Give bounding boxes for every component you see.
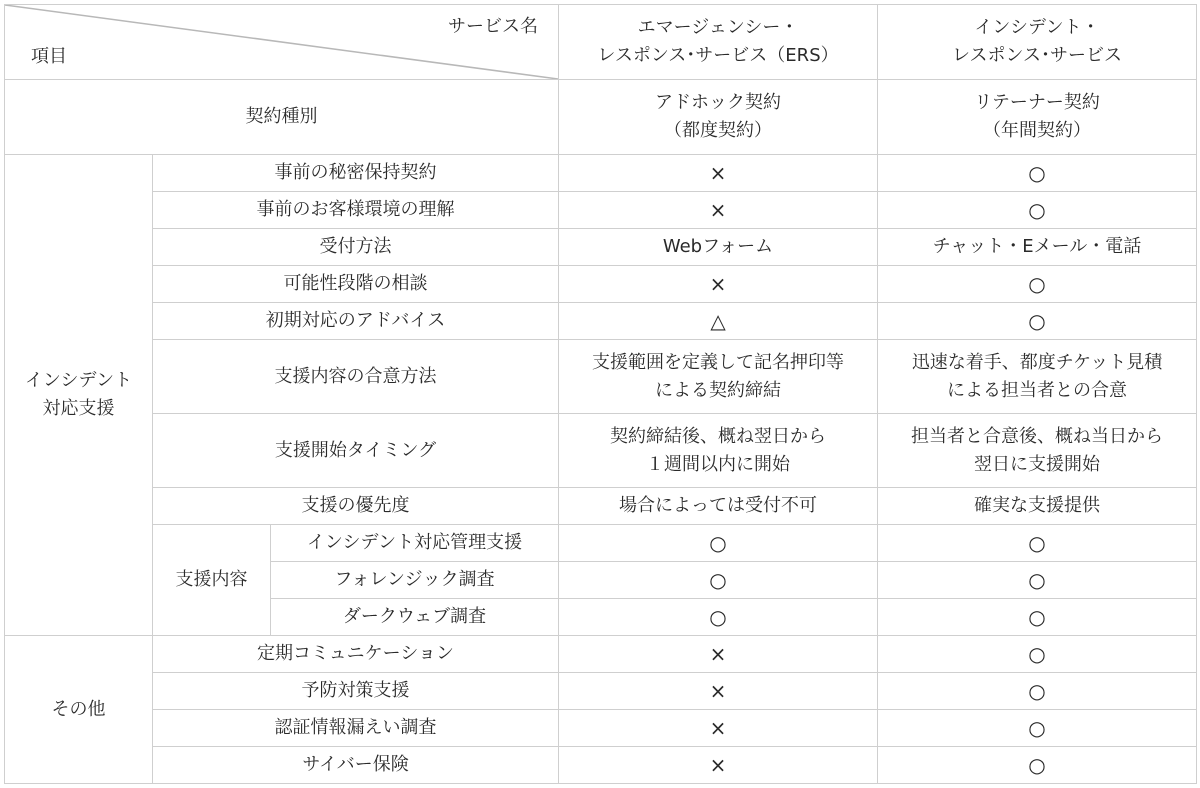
table-row — [5, 636, 1197, 673]
header-corner-cell — [5, 5, 559, 80]
contract-ers-cell — [559, 80, 878, 155]
contract-irs-cell — [878, 80, 1197, 155]
header-row — [5, 5, 1197, 80]
ers-mark: ○ — [559, 525, 878, 562]
agreement-ers-cell — [559, 340, 878, 414]
irs-mark: ○ — [878, 525, 1197, 562]
row-label: 初期対応のアドバイス — [153, 303, 559, 340]
timing-irs-line2: 翌日に支援開始 — [974, 453, 1101, 475]
header-irs-line2: レスポンス･サービス — [952, 45, 1122, 66]
row-label: 予防対策支援 — [153, 673, 559, 710]
row-label: インシデント対応管理支援 — [271, 525, 559, 562]
irs-mark: ○ — [878, 636, 1197, 673]
service-comparison-table — [4, 4, 1197, 784]
table-row — [5, 525, 1197, 562]
irs-mark: ○ — [878, 562, 1197, 599]
irs-value: チャット・Eメール・電話 — [878, 229, 1197, 266]
row-label: 事前の秘密保持契約 — [153, 155, 559, 192]
agreement-row — [5, 340, 1197, 414]
timing-irs-cell — [878, 414, 1197, 488]
table-row — [5, 673, 1197, 710]
table-row — [5, 229, 1197, 266]
timing-row — [5, 414, 1197, 488]
header-ers-line2: レスポンス･サービス（ERS） — [597, 45, 839, 66]
agreement-ers-line2: による契約締結 — [655, 379, 782, 401]
ers-mark: × — [559, 636, 878, 673]
ers-mark: ○ — [559, 599, 878, 636]
agreement-ers-line1: 支援範囲を定義して記名押印等 — [592, 351, 845, 373]
header-ers-cell — [559, 5, 878, 80]
header-item-label: 項目 — [31, 46, 67, 68]
row-label: 認証情報漏えい調査 — [153, 710, 559, 747]
header-service-name-label: サービス名 — [448, 16, 539, 37]
ers-mark: × — [559, 155, 878, 192]
timing-ers-line2: １週間以内に開始 — [646, 453, 791, 475]
row-label: 可能性段階の相談 — [153, 266, 559, 303]
other-group-label: その他 — [5, 636, 153, 784]
priority-irs-value: 確実な支援提供 — [878, 488, 1197, 525]
ers-mark: × — [559, 266, 878, 303]
contract-ers-line2: （都度契約） — [664, 120, 773, 141]
ers-value: Webフォーム — [559, 229, 878, 266]
table-row — [5, 303, 1197, 340]
table-row — [5, 266, 1197, 303]
contract-label: 契約種別 — [5, 80, 559, 155]
support-content-label: 支援内容 — [153, 525, 271, 636]
ers-mark: × — [559, 710, 878, 747]
irs-mark: ○ — [878, 192, 1197, 229]
irs-mark: ○ — [878, 673, 1197, 710]
irs-mark: ○ — [878, 303, 1197, 340]
timing-label: 支援開始タイミング — [153, 414, 559, 488]
agreement-label: 支援内容の合意方法 — [153, 340, 559, 414]
ers-mark: × — [559, 673, 878, 710]
priority-label: 支援の優先度 — [153, 488, 559, 525]
priority-row — [5, 488, 1197, 525]
irs-mark: ○ — [878, 266, 1197, 303]
timing-ers-cell — [559, 414, 878, 488]
row-label: ダークウェブ調査 — [271, 599, 559, 636]
incident-group-label-line1: インシデント — [24, 370, 133, 392]
header-ers-line1: エマージェンシー・ — [637, 17, 799, 39]
agreement-irs-line1: 迅速な着手、都度チケット見積 — [911, 351, 1163, 373]
contract-ers-line1: アドホック契約 — [655, 92, 782, 114]
ers-mark: × — [559, 192, 878, 229]
irs-mark: ○ — [878, 599, 1197, 636]
row-label: サイバー保険 — [153, 747, 559, 784]
table-row — [5, 747, 1197, 784]
row-label: 受付方法 — [153, 229, 559, 266]
timing-ers-line1: 契約締結後、概ね翌日から — [610, 425, 827, 447]
irs-mark: ○ — [878, 155, 1197, 192]
table-row — [5, 192, 1197, 229]
irs-mark: ○ — [878, 747, 1197, 784]
row-label: フォレンジック調査 — [271, 562, 559, 599]
table-row — [5, 710, 1197, 747]
incident-group-label — [5, 155, 153, 636]
header-irs-cell — [878, 5, 1197, 80]
timing-irs-line1: 担当者と合意後、概ね当日から — [911, 425, 1164, 447]
priority-ers-value: 場合によっては受付不可 — [559, 488, 878, 525]
row-label: 事前のお客様環境の理解 — [153, 192, 559, 229]
row-label: 定期コミュニケーション — [153, 636, 559, 673]
irs-mark: ○ — [878, 710, 1197, 747]
incident-group-label-line2: 対応支援 — [42, 398, 115, 419]
ers-mark: × — [559, 747, 878, 784]
agreement-irs-line2: による担当者との合意 — [947, 379, 1128, 401]
contract-irs-line2: （年間契約） — [983, 120, 1092, 141]
contract-irs-line1: リテーナー契約 — [974, 92, 1100, 114]
contract-row — [5, 80, 1197, 155]
ers-mark: △ — [559, 303, 878, 340]
table-row — [5, 155, 1197, 192]
header-irs-line1: インシデント・ — [974, 17, 1100, 39]
ers-mark: ○ — [559, 562, 878, 599]
agreement-irs-cell — [878, 340, 1197, 414]
